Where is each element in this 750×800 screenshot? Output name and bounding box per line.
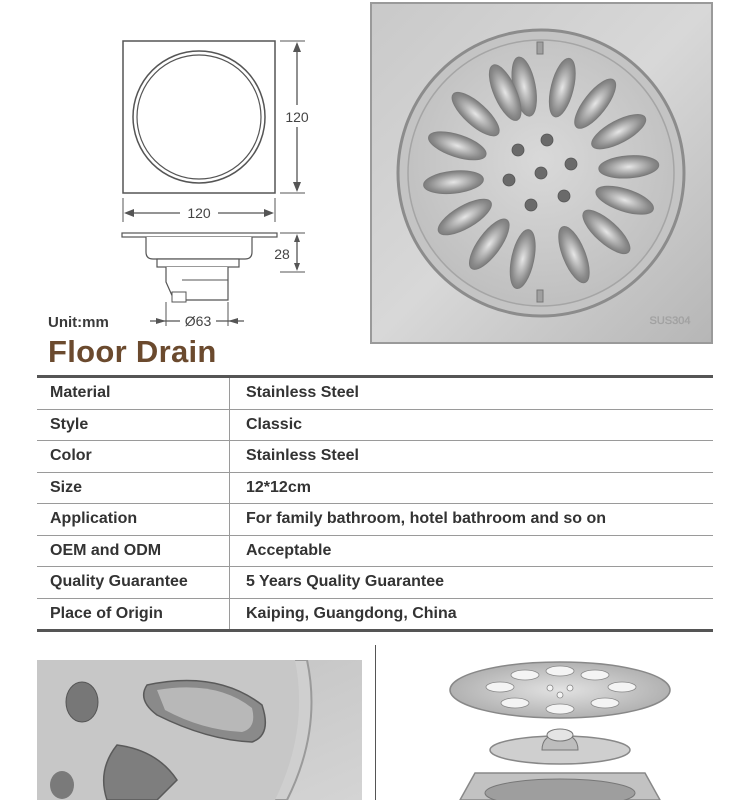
product-photo-drain (370, 2, 713, 344)
unit-label: Unit:mm (48, 314, 109, 331)
product-photo-closeup (37, 660, 362, 800)
spec-value: Acceptable (246, 541, 332, 559)
spec-key: Place of Origin (37, 599, 230, 630)
engraving-text: SUS304 (649, 315, 691, 327)
spec-value: Classic (246, 415, 303, 433)
technical-drawing (0, 0, 360, 340)
spec-value: Kaiping, Guangdong, China (246, 604, 457, 622)
dim-outlet-label: Ø63 (184, 313, 212, 329)
spec-row-material (37, 378, 713, 410)
spec-row-application (37, 504, 713, 536)
drain-top-view (123, 41, 275, 193)
spec-value: 5 Years Quality Guarantee (246, 573, 445, 591)
spec-key: Material (37, 378, 230, 409)
spec-row-quality-guarantee (37, 567, 713, 599)
spec-key: OEM and ODM (37, 536, 230, 567)
spec-key: Color (37, 441, 230, 472)
spec-row-oem-odm (37, 536, 713, 568)
spec-key: Size (37, 473, 230, 504)
product-photo-exploded (400, 645, 750, 800)
dim-depth-label: 28 (274, 246, 290, 262)
photo-divider (375, 645, 376, 800)
drain-side-view (122, 233, 277, 237)
spec-row-size (37, 473, 713, 505)
spec-value: Stainless Steel (246, 384, 359, 402)
page-title: Floor Drain (48, 334, 217, 369)
spec-value: Stainless Steel (246, 447, 359, 465)
spec-row-place-of-origin (37, 599, 713, 630)
dim-width-label: 120 (187, 205, 211, 221)
spec-value: For family bathroom, hotel bathroom and so on (246, 510, 607, 528)
spec-row-style (37, 410, 713, 442)
spec-key: Style (37, 410, 230, 441)
spec-row-color (37, 441, 713, 473)
spec-key: Application (37, 504, 230, 535)
spec-table (37, 375, 713, 632)
spec-key: Quality Guarantee (37, 567, 230, 598)
spec-value: 12*12cm (246, 478, 311, 496)
dim-height-label: 120 (285, 109, 309, 125)
